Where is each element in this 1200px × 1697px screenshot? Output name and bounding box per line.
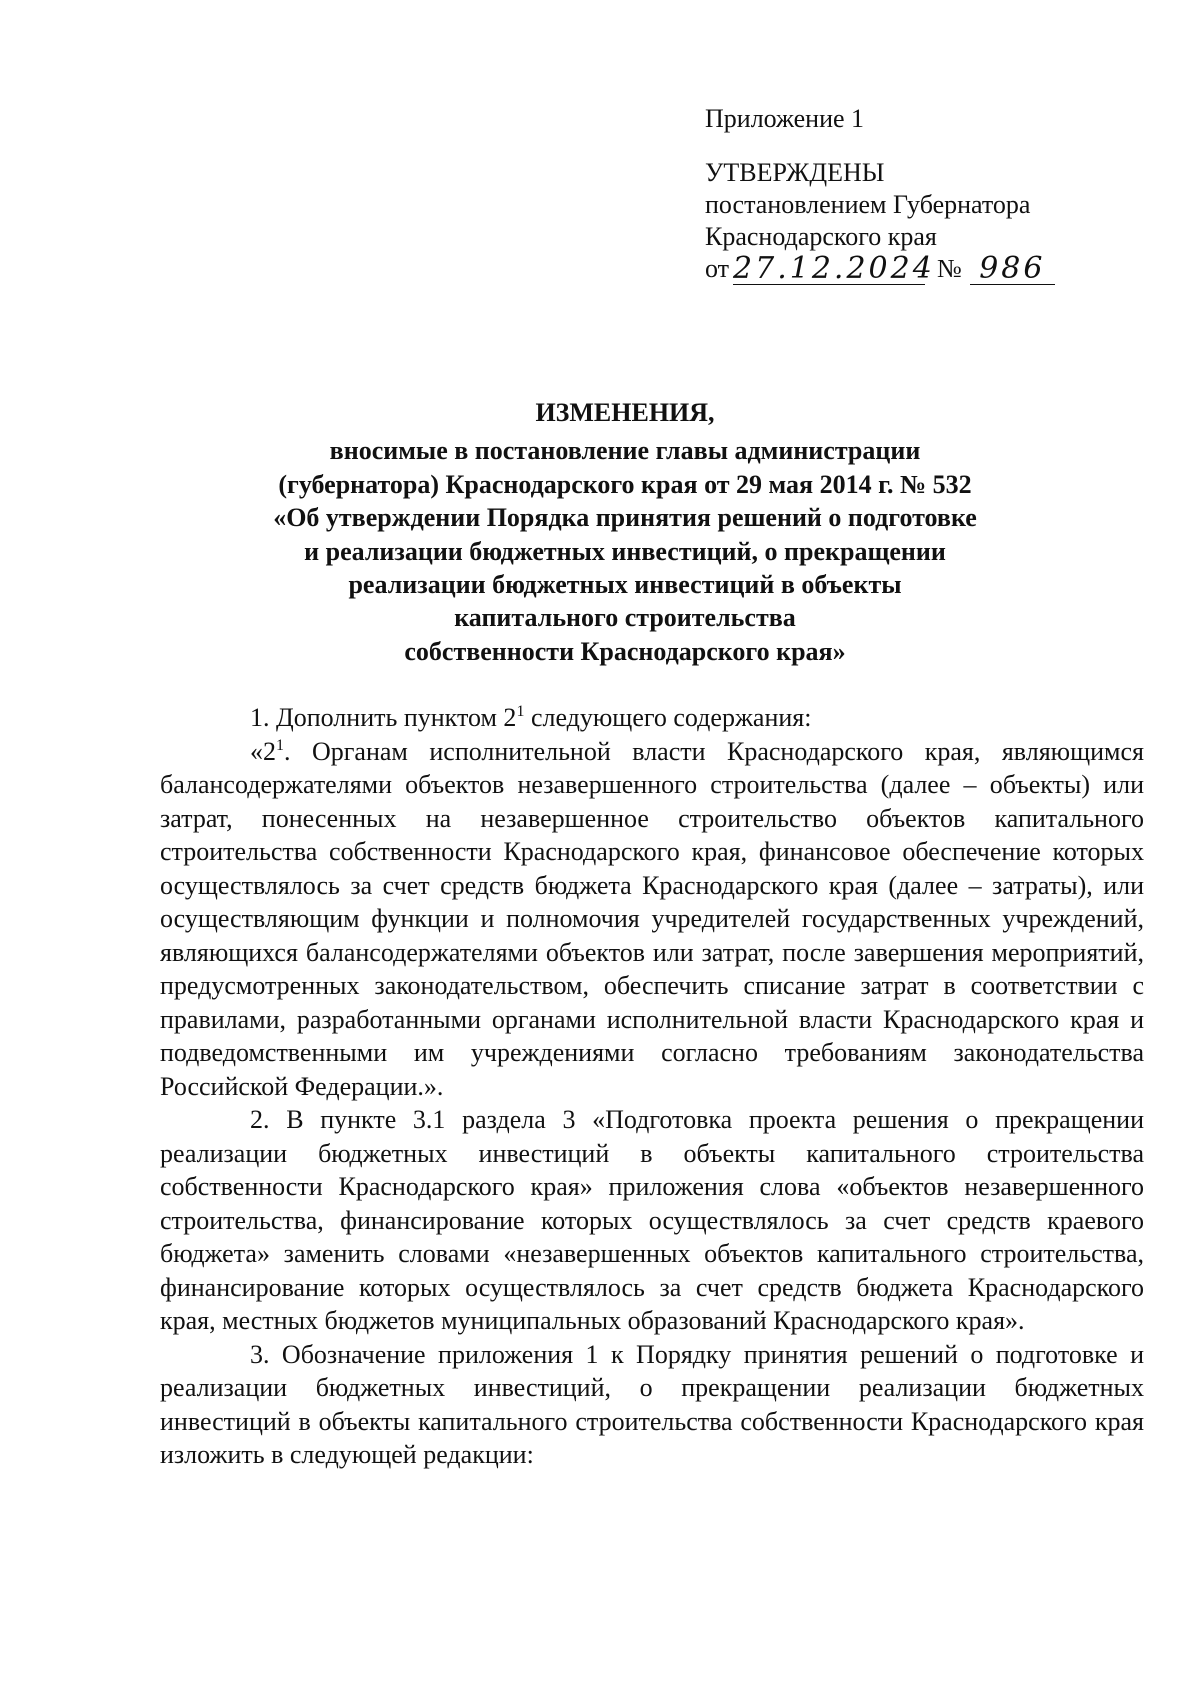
handwritten-number: 986 (970, 254, 1055, 285)
paragraph-3: 2. В пункте 3.1 раздела 3 «Подготовка проекта решения о прекращении реализации бюджетных инвестиций в объекты капитального строительства собственности Краснодарского края» приложения слова «объектов незавершенного строительства, финансирование которых осуществлялось за счет средств краевого бюджета» заменить словами «незавершенных объектов капитального строительства, финансирование которых осуществлялось за счет средств бюджета Краснодарского края, местных бюджетов муниципальных образований Краснодарского края». (160, 1105, 1144, 1335)
paragraph-2: «$2^1$. Органам исполнительной власти Краснодарского края, являющимся балансодержателями объектов незавершенного строительства (далее – объекты) или затрат, понесенных на незавершенное строительство объектов капитального строительства собственности Краснодарского края, финансовое обеспечение которых осуществлялось за счет средств бюджета Краснодарского края (далее – затраты), или осуществляющим функции и полномочия учредителей государственных учреждений, являющихся балансодержателями объектов или затрат, после завершения мероприятий, предусмотренных законодательством, обеспечить списание затрат в соответствии с правилами, разработанными органами исполнительной власти Краснодарского края и подведомственными им учреждениями согласно требованиям законодательства Российской Федерации.». (160, 736, 1144, 1101)
title-line: и реализации бюджетных инвестиций, о прекращении (304, 536, 946, 566)
handwritten-date: 27.12.2024 (733, 251, 935, 286)
approved-label: УТВЕРЖДЕНЫ (705, 158, 885, 187)
approved-by-line: постановлением Губернатора (705, 190, 1031, 219)
title-line: реализации бюджетных инвестиций в объекты (348, 570, 902, 600)
paragraph-1: 1. Дополнить пунктом $2^1$ следующего содержания: (250, 703, 812, 732)
title-line: вносимые в постановление главы администрации (329, 436, 921, 466)
approval-block (705, 103, 1125, 285)
title-line: «Об утверждении Порядка принятия решений о подготовке (273, 503, 977, 533)
approved-by-region: Краснодарского края (705, 222, 937, 251)
number-sign: № (937, 254, 962, 283)
paragraph-4: 3. Обозначение приложения 1 к Порядку принятия решений о подготовке и реализации бюджетных инвестиций, о прекращении реализации бюджетных инвестиций в объекты капитального строительства собственности Краснодарского края изложить в следующей редакции: (160, 1339, 1144, 1469)
appendix-label: Приложение 1 (705, 104, 865, 133)
date-prefix: от (705, 254, 730, 283)
title-line: капитального строительства (454, 603, 796, 633)
document-body (160, 701, 1144, 1472)
decree-date-number (705, 253, 1125, 285)
title-line: (губернатора) Краснодарского края от 29 мая 2014 г. № 532 (278, 469, 972, 499)
title-heading: ИЗМЕНЕНИЯ, (535, 398, 715, 427)
document-title (160, 396, 1090, 668)
title-line: собственности Краснодарского края» (404, 636, 846, 666)
